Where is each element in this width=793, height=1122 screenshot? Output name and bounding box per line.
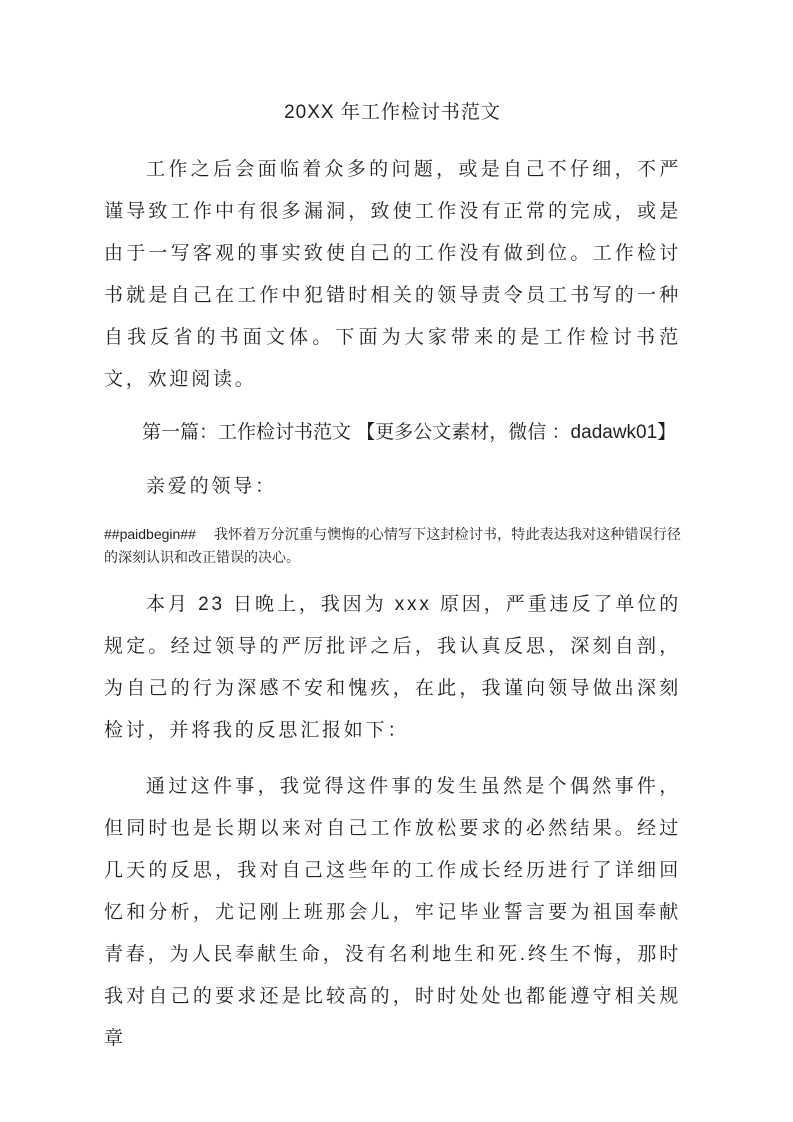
paragraph-body-2: 通过这件事，我觉得这件事的发生虽然是个偶然事件，但同时也是长期以来对自己工作放松要求的必然结果。经过几天的反思，我对自己这些年的工作成长经历进行了详细回忆和分析，尤记刚上班那会儿，牢记毕业誓言要为祖国奉献青春，为人民奉献生命，没有名利地生和死.终生不悔，那时我对自己的要求还是比较高的，时时处处也都能遵守相关规章: [104, 776, 681, 1049]
paid-notice: [104, 523, 681, 569]
document-title: 20XX 年工作检讨书范文: [284, 102, 501, 123]
salutation-line: 亲爱的领导：: [146, 476, 277, 497]
paid-notice-text: 我怀着万分沉重与懊悔的心情写下这封检讨书，特此表达我对这种错误行径的深刻认识和改正错误的决心。: [104, 526, 681, 565]
paid-begin-tag: ##paidbegin##: [104, 526, 196, 542]
paragraph-body-1: 本月 23 日晚上，我因为 xxx 原因，严重违反了单位的规定。经过领导的严厉批评之后，我认真反思，深刻自剖，为自己的行为深感不安和愧疚，在此，我谨向领导做出深刻检讨，并将我的反思汇报如下：: [104, 594, 681, 741]
section-heading: 第一篇：工作检讨书范文 【更多公文素材，微信 ：dadawk01】: [142, 422, 677, 443]
paragraph-intro: 工作之后会面临着众多的问题，或是自己不仔细，不严谨导致工作中有很多漏洞，致使工作没有正常的完成，或是由于一写客观的事实致使自己的工作没有做到位。工作检讨书就是自己在工作中犯错时相关的领导责令员工书写的一种自我反省的书面文体。下面为大家带来的是工作检讨书范文，欢迎阅读。: [104, 159, 681, 390]
